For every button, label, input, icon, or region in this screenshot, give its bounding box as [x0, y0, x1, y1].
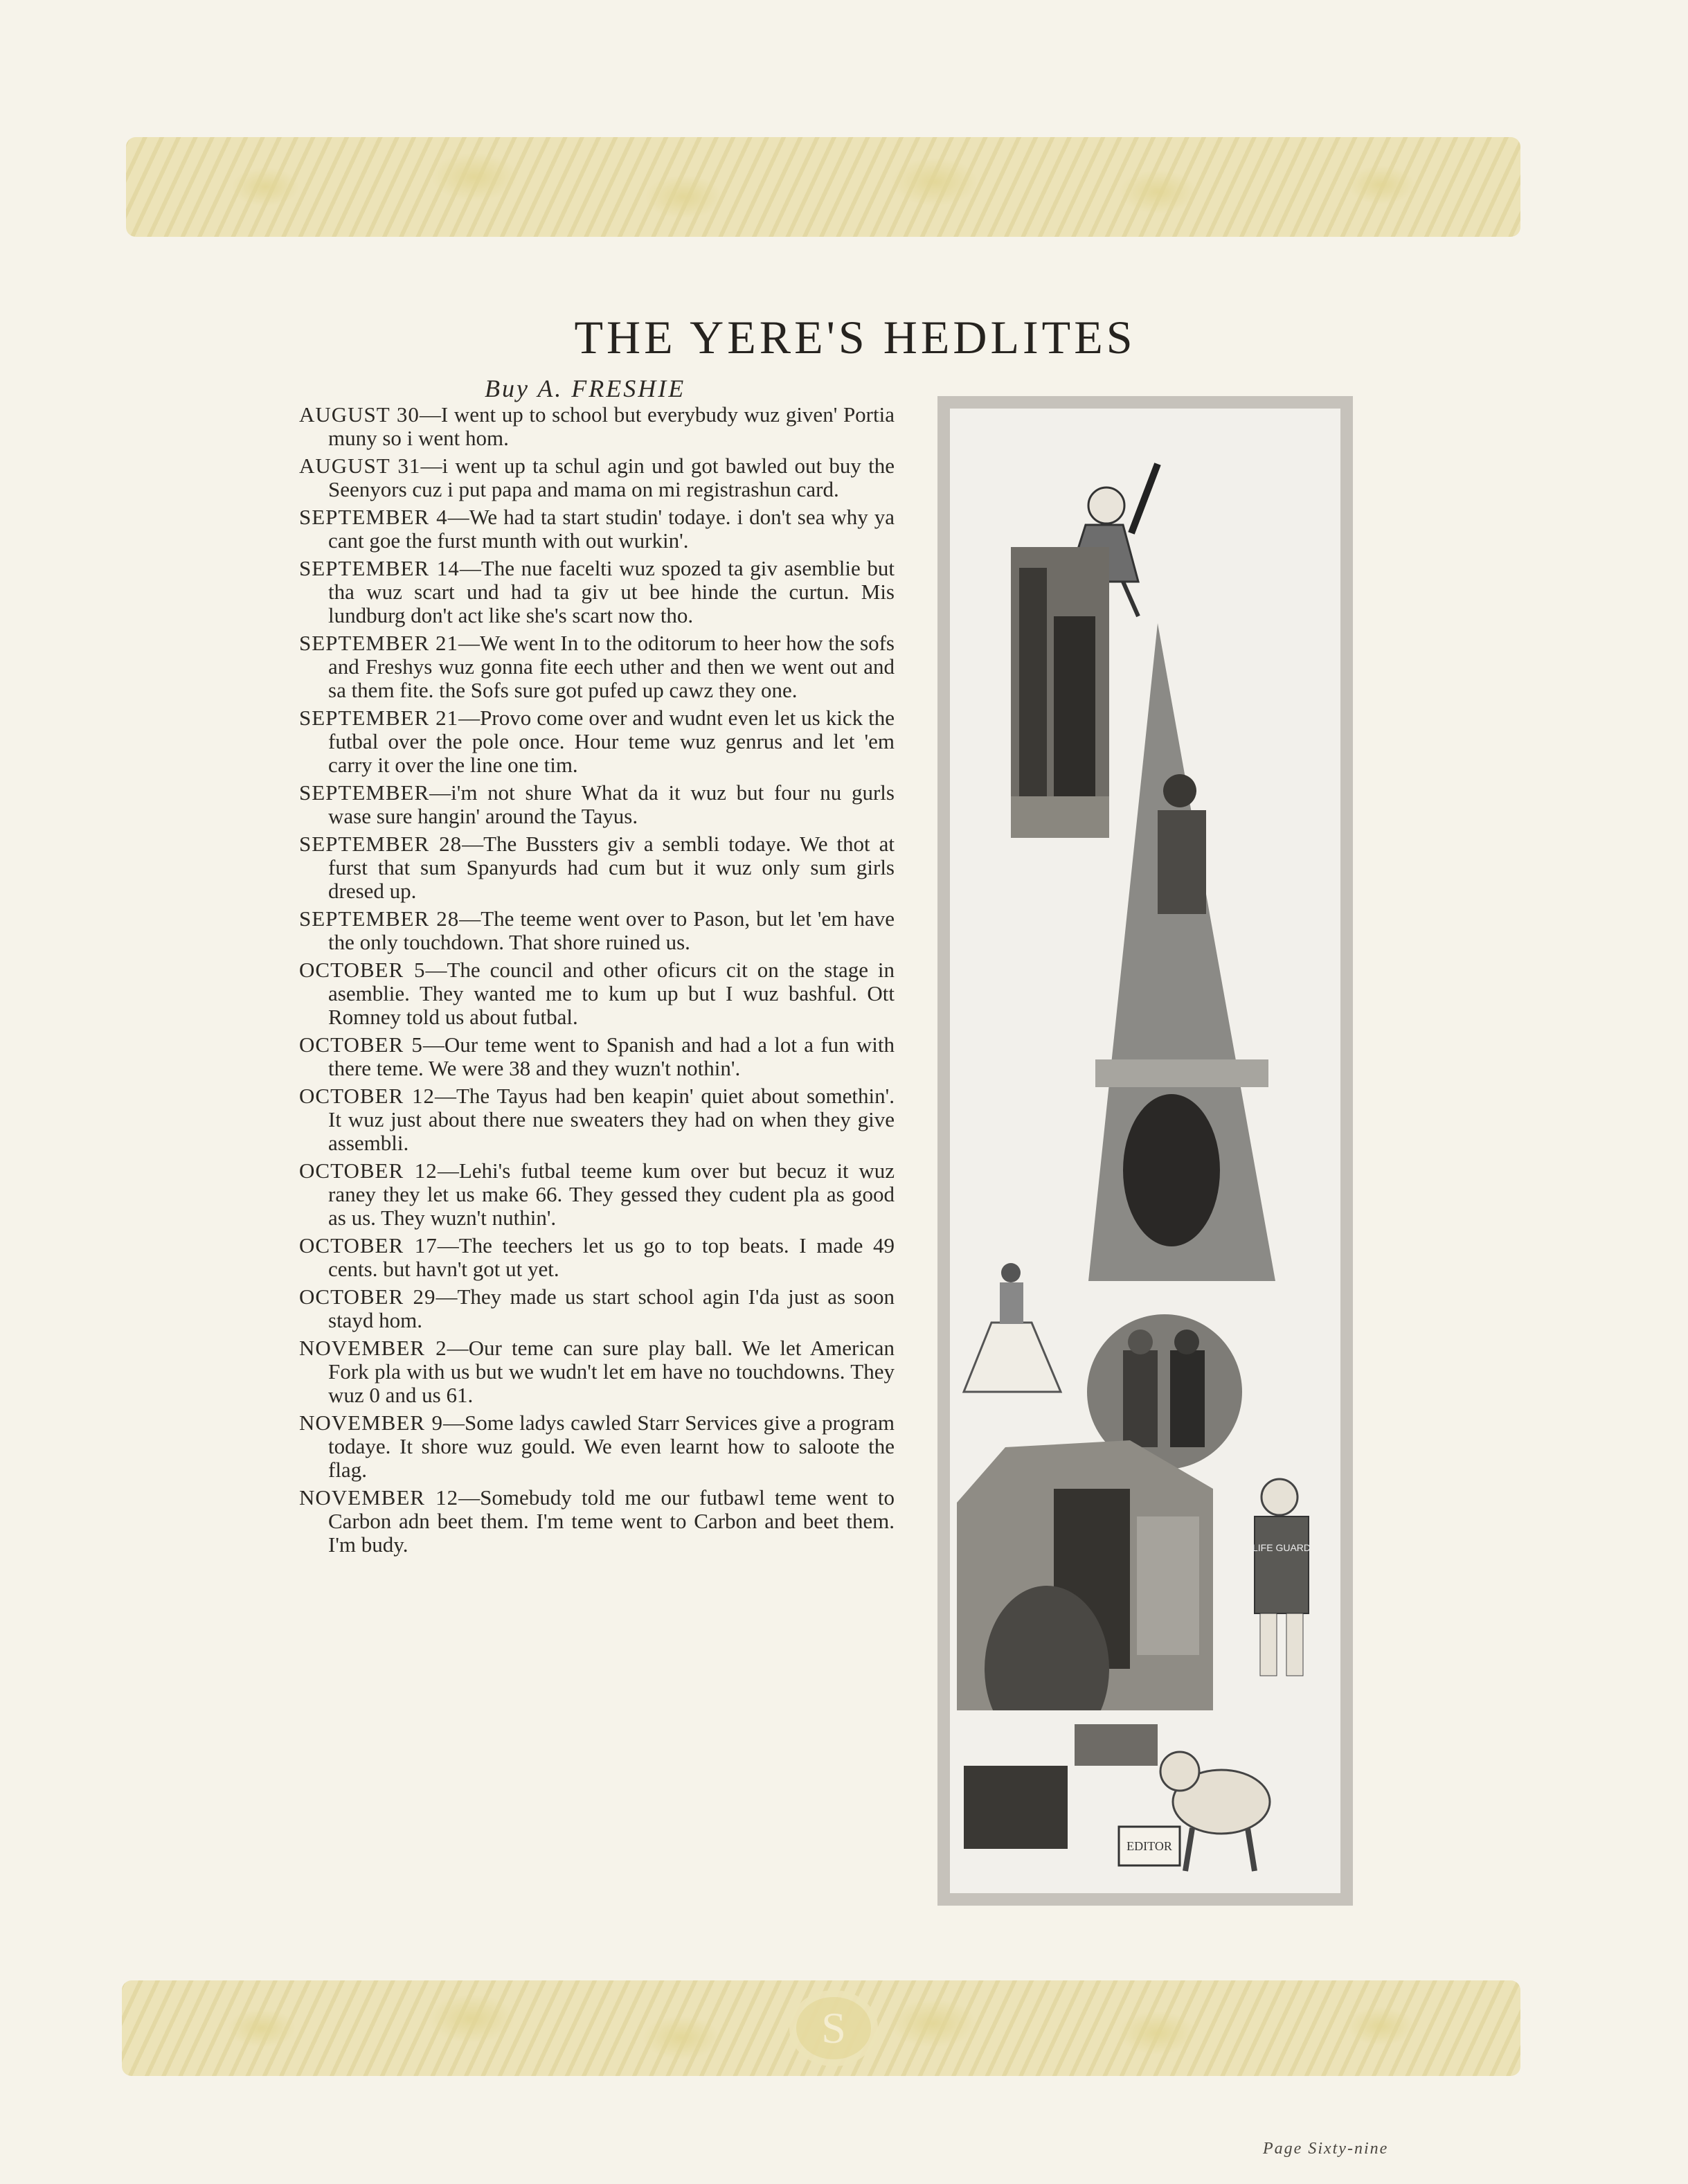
diary-entry	[299, 1234, 895, 1281]
entry-text: —i went up ta schul agin und got bawled out buy the Seenyors cuz i put papa and mama on mi registrashun card.	[328, 454, 895, 501]
collage-artwork	[950, 409, 1340, 1893]
entry-date: SEPTEMBER 4	[299, 505, 448, 529]
entry-date: AUGUST 31	[299, 454, 421, 478]
diary-entry	[299, 958, 895, 1029]
byline: Buy A. FRESHIE	[485, 375, 686, 402]
diary-entry	[299, 1411, 895, 1482]
entry-date: NOVEMBER 9	[299, 1411, 443, 1435]
diary-entry	[299, 403, 895, 450]
diary-column	[299, 403, 895, 1561]
diary-entry	[299, 781, 895, 828]
entry-text: —Provo come over and wudnt even let us kick the futbal over the pole once. Hour teme wuz genrus and let 'em carry it over the line one tim.	[328, 706, 895, 777]
diary-entry	[299, 1285, 895, 1332]
diary-entry	[299, 1033, 895, 1080]
lifeguard-drawing	[1252, 1479, 1311, 1676]
diary-entry	[299, 1084, 895, 1155]
entry-date: NOVEMBER 2	[299, 1336, 447, 1360]
diary-entry	[299, 706, 895, 777]
entry-date: OCTOBER 5	[299, 1032, 423, 1057]
group-photo-tall	[1011, 547, 1109, 838]
entry-date: SEPTEMBER 21	[299, 706, 459, 730]
entry-date: OCTOBER 29	[299, 1285, 436, 1309]
collage-panel	[950, 409, 1340, 1893]
entry-date: SEPTEMBER 28	[299, 832, 463, 856]
entry-text: —The council and other oficurs cit on the stage in asemblie. They wanted me to kum up but I wuz bashful. Ott Romney told us about futbal.	[328, 958, 895, 1029]
diary-entry	[299, 454, 895, 501]
entry-date: SEPTEMBER 14	[299, 556, 460, 580]
editor-sign: EDITOR	[1126, 1839, 1172, 1853]
triangle-photo	[1088, 623, 1275, 1281]
entry-text: —Our teme can sure play ball. We let American Fork pla with us but we wudn't let em have no touchdowns. They wuz 0 and us 61.	[328, 1336, 895, 1407]
diary-entry	[299, 907, 895, 954]
lifeguard-badge: LIFE GUARD	[1252, 1542, 1311, 1553]
entry-text: —The Tayus had ben keapin' quiet about somethin'. It wuz just about there nue sweaters they had on when they give assembli.	[328, 1084, 895, 1155]
page-number: Page Sixty-nine	[1263, 2140, 1389, 2158]
entry-text: —The teeme went over to Pason, but let 'em have the only touchdown. That shore ruined us.	[328, 906, 895, 954]
entry-text: —i'm not shure What da it wuz but four nu gurls wase sure hangin' around the Tayus.	[328, 780, 895, 828]
photo-collage	[937, 396, 1353, 1906]
diary-entry	[299, 1336, 895, 1407]
school-emblem: S	[796, 1997, 871, 2059]
entry-text: —The teechers let us go to top beats. I made 49 cents. but havn't got ut yet.	[328, 1233, 895, 1281]
entry-date: OCTOBER 12	[299, 1158, 438, 1183]
entry-date: OCTOBER 17	[299, 1233, 438, 1257]
entry-text: —Our teme went to Spanish and had a lot a fun with there teme. We were 38 and they wuzn't nothin'.	[328, 1032, 895, 1080]
entry-text: —I went up to school but everybudy wuz given' Portia muny so i went hom.	[328, 402, 895, 450]
entry-text: —Some ladys cawled Starr Services give a program todaye. It shore wuz gould. We even learnt how to saloote the flag.	[328, 1411, 895, 1482]
entry-date: NOVEMBER 12	[299, 1485, 459, 1510]
diary-entry	[299, 632, 895, 702]
entry-date: SEPTEMBER 21	[299, 631, 458, 655]
diary-entry	[299, 1486, 895, 1557]
entry-text: —Somebudy told me our futbawl teme went to Carbon adn beet them. I'm teme went to Carbon and beet them. I'm budy.	[328, 1485, 895, 1557]
entry-text: —We had ta start studin' todaye. i don't sea why ya cant goe the furst munth with out wurkin'.	[328, 505, 895, 553]
entry-text: —We went In to the oditorum to heer how the sofs and Freshys wuz gonna fite eech uther and then we went out and sa them fite. the Sofs sure got pufed up cawz they one.	[328, 631, 895, 702]
diary-entry	[299, 1159, 895, 1230]
diary-entry	[299, 832, 895, 903]
entry-text: —The Bussters giv a sembli todaye. We thot at furst that sum Spanyurds had cum but it wuz only sum girls dresed up.	[328, 832, 895, 903]
ornamental-header-band	[126, 137, 1520, 237]
entry-date: AUGUST 30	[299, 402, 420, 427]
diary-entry	[299, 505, 895, 553]
entry-text: —Lehi's futbal teeme kum over but becuz it wuz raney they let us make 66. They gessed they cudent pla as good as us. They wuzn't nuthin'.	[328, 1158, 895, 1230]
editor-dog-drawing	[950, 1710, 1340, 1893]
entry-date: SEPTEMBER	[299, 780, 430, 805]
diary-entry	[299, 557, 895, 627]
entry-date: SEPTEMBER 28	[299, 906, 460, 931]
entry-date: OCTOBER 12	[299, 1084, 435, 1108]
page-title: THE YERE'S HEDLITES	[574, 311, 1136, 364]
entry-text: —The nue facelti wuz spozed ta giv asemblie but tha wuz scart und had ta giv ut bee hinde the curtun. Mis lundburg don't act like she's scart now tho.	[328, 556, 895, 627]
entry-text: —They made us start school agin I'da just as soon stayd hom.	[328, 1285, 895, 1332]
doll-drawing	[964, 1263, 1061, 1392]
entry-date: OCTOBER 5	[299, 958, 426, 982]
